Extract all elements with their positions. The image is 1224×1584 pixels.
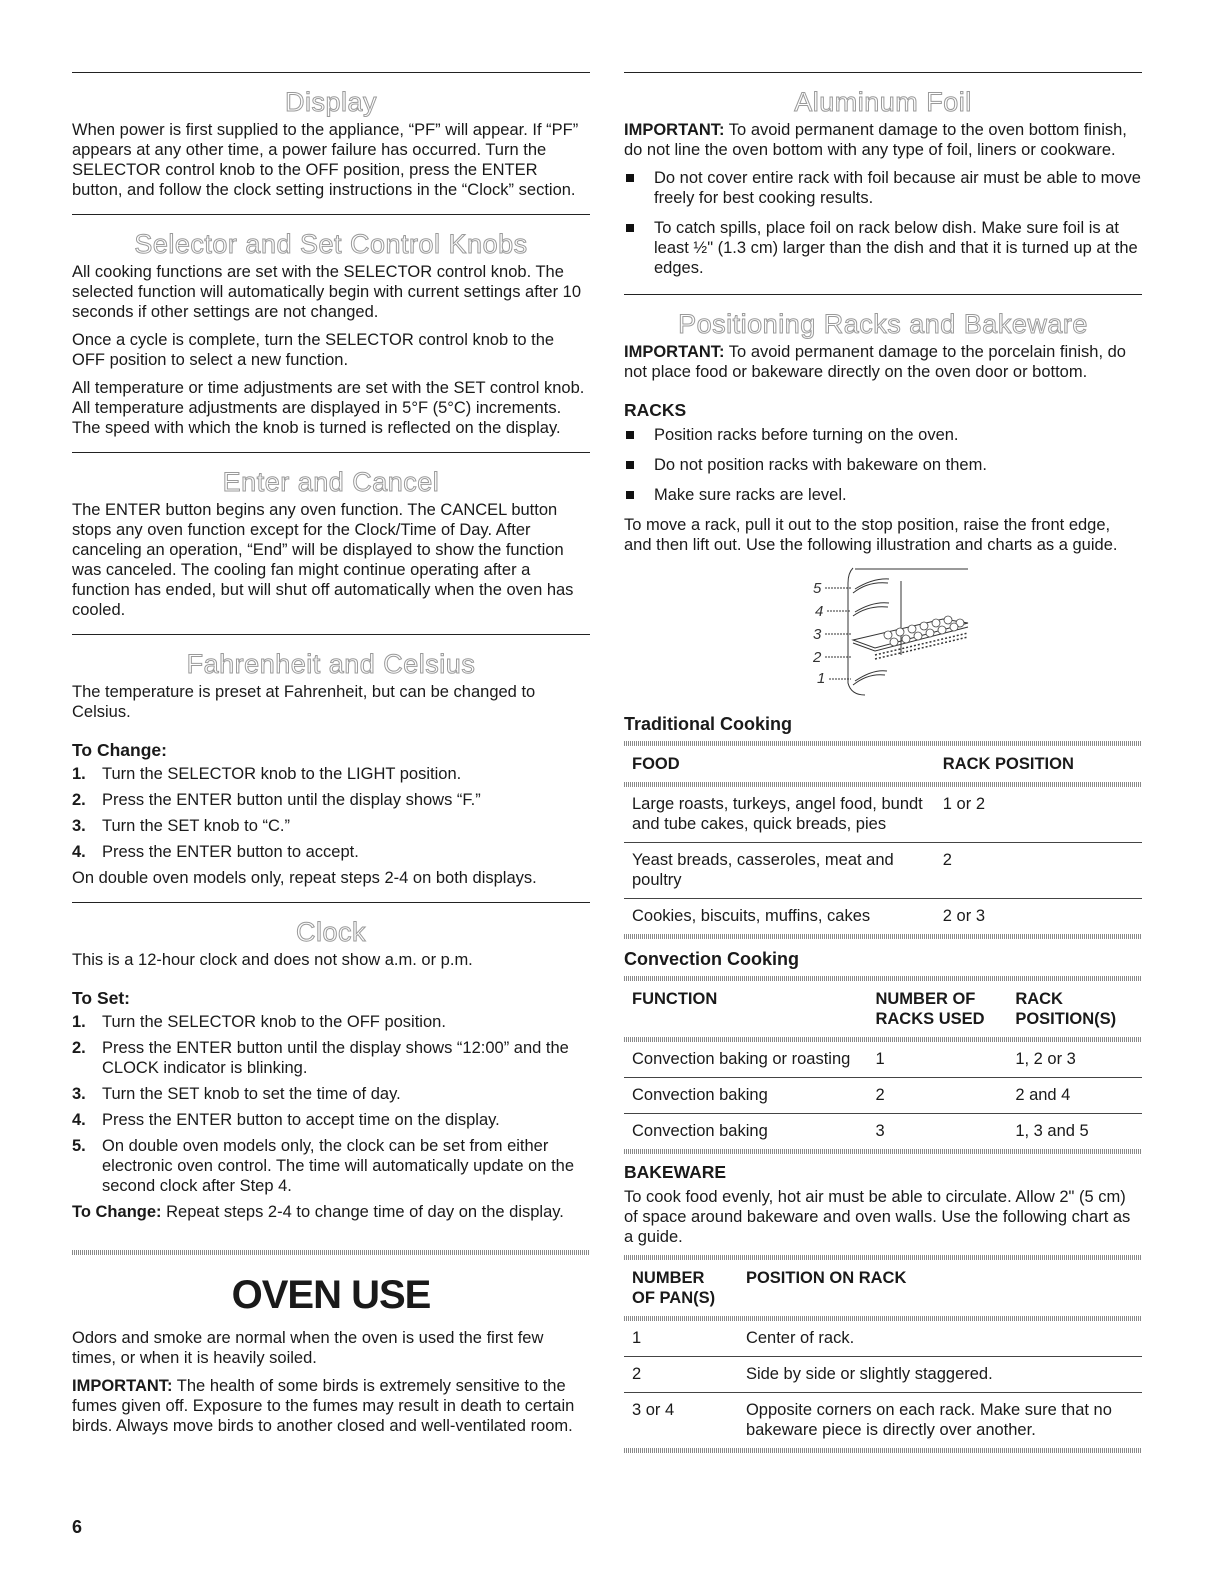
rack-label-1: 1: [817, 670, 826, 687]
important-label: IMPORTANT:: [72, 1377, 173, 1395]
step-number: 1.: [72, 765, 86, 783]
knobs-text-3: All temperature or time adjustments are set with the SET control knob. All temperature adjustments are displayed in 5°F (5°C) increments. The speed with which the knob is turned is reflected on the display.: [72, 379, 585, 437]
list-item: [72, 1084, 590, 1104]
fahrenheit-text: The temperature is preset at Fahrenheit, but can be changed to Celsius.: [72, 683, 536, 721]
table-cell: 3: [875, 1122, 885, 1140]
step-number: 3.: [72, 817, 86, 835]
foil-bullets: [624, 168, 1142, 278]
foil-important: [624, 120, 1142, 160]
table-row: [624, 1042, 1142, 1078]
rack-label-5: 5: [813, 580, 822, 597]
rack-label-2: 2: [813, 649, 822, 666]
foil-section: [624, 87, 1142, 294]
convection-table: [624, 976, 1142, 1154]
table-cell: Large roasts, turkeys, angel food, bundt and tube cakes, quick breads, pies: [624, 787, 935, 843]
step-text: Press the ENTER button until the display shows “12:00” and the CLOCK indicator is blinking.: [102, 1039, 569, 1077]
step-text: On double oven models only, the clock can be set from either electronic oven control. The time will automatically update on the second clock after Step 4.: [102, 1137, 575, 1195]
to-set-subhead: To Set:: [72, 988, 131, 1008]
enter-cancel-heading: Enter and Cancel: [222, 467, 440, 497]
section-divider: [72, 634, 590, 635]
table-header-row: [624, 1260, 1142, 1316]
hatch-row: [624, 934, 1142, 939]
knobs-text-1: All cooking functions are set with the SELECTOR control knob. The selected function will automatically begin with current settings after 10 seconds if other settings are not changed.: [72, 263, 582, 321]
bullet-icon: [626, 224, 634, 232]
list-item: [72, 816, 590, 836]
convection-title: Convection Cooking: [624, 949, 799, 969]
column-header: NUMBER OF RACKS USED: [875, 990, 985, 1028]
oven-use-text: Odors and smoke are normal when the oven is used the first few times, or when it is heavily soiled.: [72, 1329, 544, 1367]
section-divider: [624, 72, 1142, 73]
positioning-heading: Positioning Racks and Bakeware: [678, 309, 1088, 339]
step-text: Press the ENTER button to accept.: [102, 843, 359, 861]
table-cell: 2: [624, 1357, 738, 1393]
oven-use-section: [72, 1273, 590, 1450]
step-number: 3.: [72, 1085, 86, 1103]
bakeware-table: [624, 1255, 1142, 1453]
table-row: [624, 1393, 1142, 1449]
fahrenheit-section: [72, 649, 590, 902]
table-row: [624, 899, 1142, 935]
traditional-table: [624, 741, 1142, 939]
to-change-subhead: To Change:: [72, 740, 167, 760]
clock-heading: Clock: [295, 917, 366, 947]
column-header: RACK POSITION(S): [1015, 990, 1117, 1028]
table-row: [624, 1114, 1142, 1150]
positioning-section: [624, 309, 1142, 704]
clock-change-text: [72, 1202, 590, 1222]
table-cell: 2: [935, 843, 1142, 899]
important-text: To avoid permanent damage to the porcelain finish, do not place food or bakeware directly on the oven door or bottom.: [624, 343, 1126, 381]
table-cell: 2 and 4: [1007, 1078, 1142, 1114]
bullet-text: Do not position racks with bakeware on them.: [654, 456, 987, 474]
section-divider: [72, 452, 590, 453]
step-number: 1.: [72, 1013, 86, 1031]
bullet-icon: [626, 174, 634, 182]
knobs-section: [72, 229, 590, 452]
racks-text: To move a rack, pull it out to the stop position, raise the front edge, and then lift out. Use the following illustration and charts as a guide.: [624, 516, 1118, 554]
section-divider: [72, 902, 590, 903]
fahrenheit-steps: [72, 764, 590, 862]
step-text: Press the ENTER button to accept time on the display.: [102, 1111, 500, 1129]
step-text: Press the ENTER button until the display shows “F.”: [102, 791, 481, 809]
list-item: [72, 1136, 590, 1196]
bullet-text: Make sure racks are level.: [654, 486, 847, 504]
clock-text: This is a 12-hour clock and does not show a.m. or p.m.: [72, 951, 473, 969]
step-number: 4.: [72, 843, 86, 861]
page-number: 6: [72, 1517, 83, 1537]
left-column: [72, 72, 590, 1450]
list-item: [72, 1012, 590, 1032]
bullet-text: Do not cover entire rack with foil because air must be able to move freely for best cooking results.: [654, 169, 1141, 207]
table-cell: Center of rack.: [738, 1321, 1142, 1357]
step-number: 5.: [72, 1137, 86, 1155]
fahrenheit-heading: Fahrenheit and Celsius: [186, 649, 476, 679]
traditional-cooking: [624, 714, 1142, 939]
step-text: Turn the SELECTOR knob to the LIGHT position.: [102, 765, 462, 783]
list-item: [624, 425, 1142, 445]
racks-bullets: [624, 425, 1142, 505]
step-number: 2.: [72, 791, 86, 809]
table-row: [624, 1357, 1142, 1393]
table-row: [624, 787, 1142, 843]
list-item: [72, 1038, 590, 1078]
table-cell: 1: [867, 1042, 1007, 1078]
table-cell: 2 or 3: [942, 907, 985, 925]
table-cell: 1: [624, 1321, 738, 1357]
table-cell: Cookies, biscuits, muffins, cakes: [632, 907, 871, 925]
step-text: Turn the SELECTOR knob to the OFF position.: [102, 1013, 446, 1031]
column-header: NUMBER OF PAN(S): [632, 1269, 716, 1307]
bullet-text: Position racks before turning on the oven.: [654, 426, 959, 444]
racks-heading: RACKS: [624, 400, 687, 420]
hatch-cell: [624, 1149, 1142, 1154]
display-heading: Display: [284, 87, 378, 117]
convection-cooking: [624, 949, 1142, 1154]
table-cell: 3 or 4: [632, 1401, 675, 1419]
bakeware-section: [624, 1162, 1142, 1453]
important-label: IMPORTANT:: [624, 343, 725, 361]
knobs-text-2: Once a cycle is complete, turn the SELECTOR control knob to the OFF position to select a new function.: [72, 331, 555, 369]
section-divider: [72, 214, 590, 215]
rack-label-3: 3: [813, 626, 822, 643]
hatched-divider: [72, 1250, 590, 1255]
table-cell: Convection baking: [624, 1078, 867, 1114]
table-cell: Opposite corners on each rack. Make sure that no bakeware piece is directly over another.: [745, 1401, 1112, 1439]
list-item: [624, 218, 1142, 278]
table-cell: Convection baking: [632, 1122, 768, 1140]
positioning-important: [624, 342, 1142, 382]
foil-heading: Aluminum Foil: [794, 87, 972, 117]
table-cell: Convection baking or roasting: [624, 1042, 867, 1078]
list-item: [72, 764, 590, 784]
oven-rack-diagram: [793, 563, 973, 698]
change-label: To Change:: [72, 1203, 162, 1221]
list-item: [624, 168, 1142, 208]
step-text: Turn the SET knob to “C.”: [102, 817, 290, 835]
column-header: FUNCTION: [632, 990, 718, 1008]
table-header-row: [624, 746, 1142, 782]
step-number: 4.: [72, 1111, 86, 1129]
table-cell: 2: [867, 1078, 1007, 1114]
table-header-row: [624, 981, 1142, 1037]
important-text: To avoid permanent damage to the oven bottom finish, do not line the oven bottom with any type of foil, liners or cookware.: [624, 121, 1127, 159]
knobs-heading: Selector and Set Control Knobs: [134, 229, 528, 259]
table-cell: Side by side or slightly staggered.: [738, 1357, 1142, 1393]
section-divider: [624, 294, 1142, 295]
hatch-cell: [624, 1448, 1142, 1453]
oven-use-title: OVEN USE: [231, 1273, 431, 1317]
bullet-icon: [626, 431, 634, 439]
table-cell: 1, 2 or 3: [1007, 1042, 1142, 1078]
bullet-icon: [626, 461, 634, 469]
list-item: [72, 1110, 590, 1130]
table-cell: 1 or 2: [935, 787, 1142, 843]
clock-section: [72, 917, 590, 1236]
change-text: Repeat steps 2-4 to change time of day on the display.: [161, 1203, 564, 1221]
hatch-row: [624, 1448, 1142, 1453]
right-column: [624, 72, 1142, 1453]
display-section: [72, 87, 590, 214]
list-item: [624, 485, 1142, 505]
traditional-title: Traditional Cooking: [624, 714, 793, 734]
hatch-cell: [624, 934, 1142, 939]
hatch-row: [624, 1149, 1142, 1154]
display-text: When power is first supplied to the appliance, “PF” will appear. If “PF” appears at any other time, a power failure has occurred. Turn the SELECTOR control knob to the OFF position, press the ENTER button, and follow the clock setting instructions in the “Clock” section.: [72, 121, 579, 199]
table-cell: 1, 3 and 5: [1015, 1122, 1089, 1140]
column-header: POSITION ON RACK: [745, 1269, 907, 1287]
bakeware-text: To cook food evenly, hot air must be able to circulate. Allow 2" (5 cm) of space around bakeware and oven walls. Use the following chart as a guide.: [624, 1188, 1131, 1246]
bullet-icon: [626, 491, 634, 499]
step-number: 2.: [72, 1039, 86, 1057]
list-item: [624, 455, 1142, 475]
rack-label-4: 4: [815, 603, 824, 620]
section-divider: [72, 72, 590, 73]
clock-steps: [72, 1012, 590, 1196]
list-item: [72, 790, 590, 810]
oven-use-important: [72, 1376, 590, 1436]
enter-cancel-section: [72, 467, 590, 634]
bakeware-heading: BAKEWARE: [624, 1162, 727, 1182]
fahrenheit-note: On double oven models only, repeat steps 2-4 on both displays.: [72, 869, 537, 887]
important-label: IMPORTANT:: [624, 121, 725, 139]
table-row: [624, 843, 1142, 899]
table-cell: Yeast breads, casseroles, meat and poultry: [624, 843, 935, 899]
important-text: The health of some birds is extremely sensitive to the fumes given off. Exposure to the fumes may result in death to certain birds. Always move birds to another closed and well-ventilated room.: [72, 1377, 575, 1435]
table-row: [624, 1321, 1142, 1357]
column-header: RACK POSITION: [942, 755, 1074, 773]
table-row: [624, 1078, 1142, 1114]
bullet-text: To catch spills, place foil on rack below dish. Make sure foil is at least ½" (1.3 cm) larger than the dish and that it is turned up at the edges.: [654, 219, 1138, 277]
list-item: [72, 842, 590, 862]
enter-cancel-text: The ENTER button begins any oven function. The CANCEL button stops any oven function except for the Clock/Time of Day. After canceling an operation, “End” will be displayed to show the function was canceled. The cooling fan might continue operating after a function has ended, but will shut off automatically when the oven has cooled.: [72, 501, 574, 619]
column-header: FOOD: [632, 755, 680, 773]
step-text: Turn the SET knob to set the time of day.: [102, 1085, 401, 1103]
